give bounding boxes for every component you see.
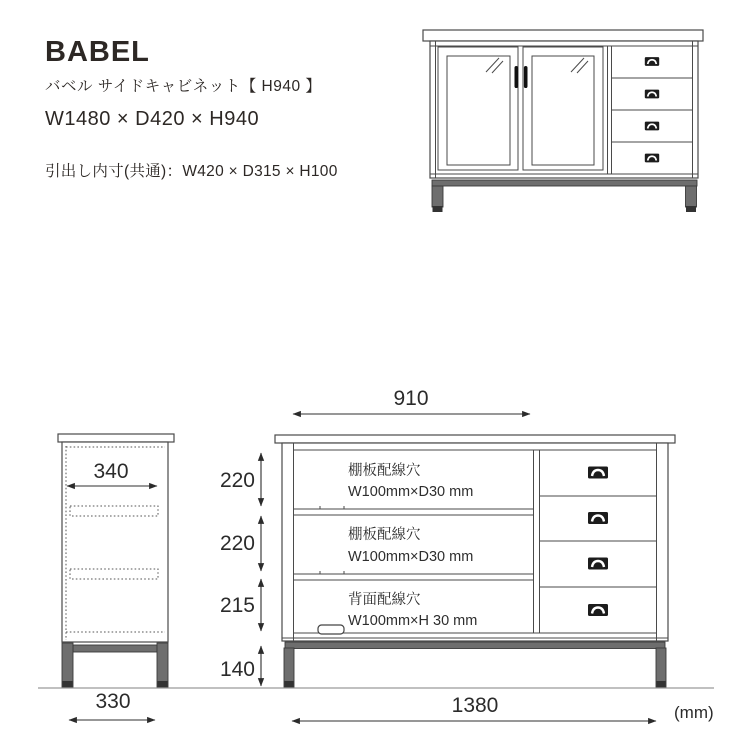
side-legs <box>62 643 168 687</box>
drawer-pull-icon <box>645 90 659 99</box>
dim-section-1: 220 <box>219 469 255 492</box>
cabinet-legs <box>432 180 697 212</box>
height-dimensions <box>220 453 261 686</box>
overall-dimensions: W1480 × D420 × H940 <box>45 108 260 130</box>
drawer-pull-icon <box>588 467 608 479</box>
drawer-pull-icon <box>645 122 659 131</box>
compartment-3-size: W100mm×H 30 mm <box>348 613 478 629</box>
compartment-1-label: 棚板配線穴 <box>348 463 421 479</box>
dim-leg-depth: 330 <box>95 690 131 713</box>
front-legs <box>284 642 666 687</box>
product-title: BABEL <box>45 36 150 68</box>
dim-section-3: 215 <box>219 594 255 617</box>
dim-inner-depth: 340 <box>93 460 129 483</box>
technical-drawing <box>0 380 750 750</box>
drawer-pull-icon <box>645 154 659 163</box>
dim-base-width: 1380 <box>451 694 499 717</box>
drawer-pull-icon <box>588 558 608 570</box>
product-subtitle: バベル サイドキャビネット【 H940 】 <box>45 78 322 95</box>
wiring-hole <box>318 625 344 634</box>
side-view <box>58 434 174 720</box>
dim-section-2: 220 <box>219 532 255 555</box>
compartment-2-label: 棚板配線穴 <box>348 527 421 543</box>
cabinet-body-outline <box>423 30 703 178</box>
dim-shelf-width: 910 <box>393 387 429 410</box>
compartment-3-label: 背面配線穴 <box>348 592 421 608</box>
drawer-inner-dimensions: 引出し内寸(共通)：W420 × D315 × H100 <box>45 163 338 180</box>
drawer-pull-icon <box>588 604 608 616</box>
dim-section-4: 140 <box>219 658 255 681</box>
drawer-pull-icon <box>645 57 659 66</box>
drawer-pull-icon <box>588 512 608 524</box>
front-view <box>220 387 714 722</box>
compartment-2-size: W100mm×D30 mm <box>348 549 474 565</box>
unit-label: (mm) <box>674 703 714 722</box>
compartment-1-size: W100mm×D30 mm <box>348 484 474 500</box>
cabinet-front-illustration <box>415 28 715 223</box>
